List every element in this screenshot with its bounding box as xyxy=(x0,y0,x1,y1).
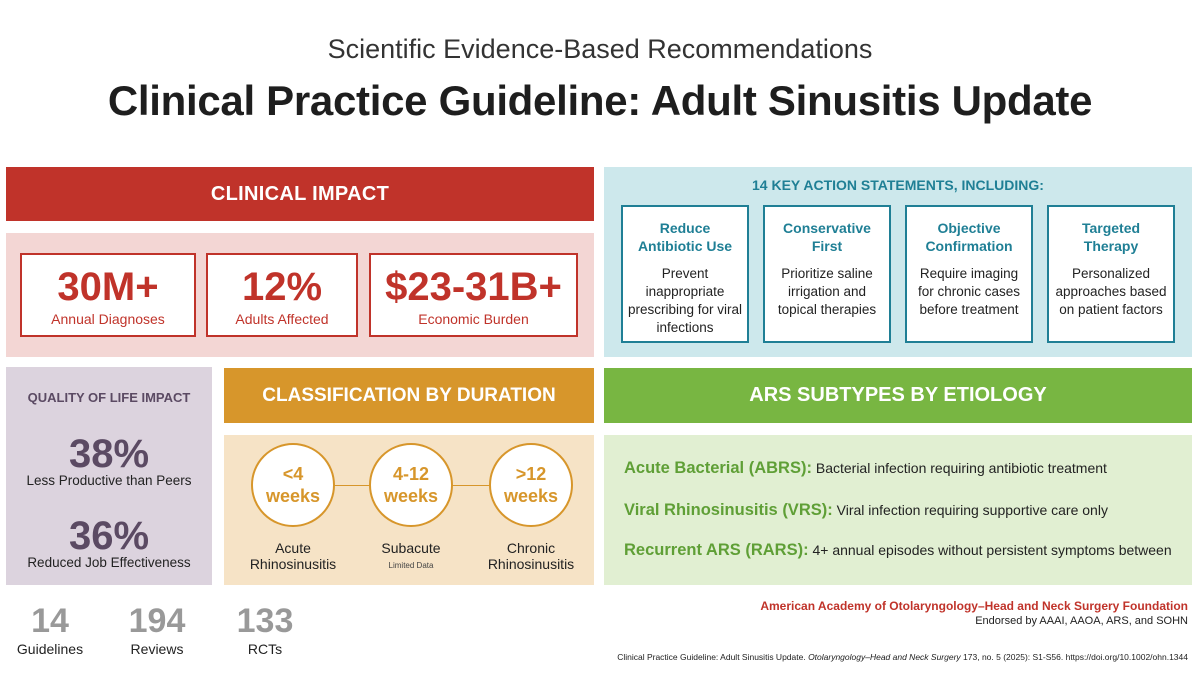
action-card-description: Prioritize saline irrigation and topical therapies xyxy=(777,266,877,317)
limited-data-note: Limited Data xyxy=(388,561,434,570)
stat-adults-affected xyxy=(206,253,358,337)
citation-details: 173, no. 5 (2025): S1-S56. https://doi.org/10.1002/ohn.1344 xyxy=(960,652,1188,662)
action-card-description: Personalized approaches based on patient factors xyxy=(1055,266,1167,317)
action-card-title: Conservative First xyxy=(783,220,871,254)
evidence-count-rcts: 133 xyxy=(236,602,294,640)
ars-item-desc: Bacterial infection requiring antibiotic treatment xyxy=(815,460,1107,476)
ars-item-desc: Viral infection requiring supportive care only xyxy=(836,502,1108,518)
stat-value: $23-31B+ xyxy=(385,265,562,309)
ars-item-abrs xyxy=(624,459,1107,478)
qol-stat-value: 38% xyxy=(68,432,150,476)
duration-range: 4-12 xyxy=(392,464,430,484)
evidence-label-guidelines: Guidelines xyxy=(16,641,84,657)
evidence-label-reviews: Reviews xyxy=(130,641,184,657)
evidence-count-reviews: 194 xyxy=(128,602,186,640)
duration-range: <4 xyxy=(282,464,304,484)
qol-stat-label: Less Productive than Peers xyxy=(26,473,192,488)
stat-value: 12% xyxy=(241,265,323,309)
page-subtitle: Scientific Evidence-Based Recommendations xyxy=(327,34,873,64)
action-card-reduce-antibiotic xyxy=(621,205,749,343)
duration-unit: weeks xyxy=(265,486,321,506)
action-card-conservative-first xyxy=(763,205,891,343)
stage-name-line2: Rhinosinusitis xyxy=(249,556,337,572)
stat-label: Economic Burden xyxy=(418,311,529,327)
action-card-objective-confirmation xyxy=(905,205,1033,343)
ars-subtypes-heading: ARS SUBTYPES BY ETIOLOGY xyxy=(604,368,1192,423)
stage-name-acute xyxy=(233,540,353,572)
stage-name: Acute xyxy=(275,540,311,556)
stage-name-line2: Rhinosinusitis xyxy=(487,556,575,572)
stat-label: Adults Affected xyxy=(235,311,329,327)
action-card-title: Targeted Therapy xyxy=(1081,220,1141,254)
stat-economic-burden xyxy=(369,253,578,337)
citation-journal: Otolaryngology–Head and Neck Surgery xyxy=(808,652,961,662)
citation-title: Clinical Practice Guideline: Adult Sinusitis Update. xyxy=(617,652,809,662)
action-card-targeted-therapy xyxy=(1047,205,1175,343)
duration-circle-subacute xyxy=(369,443,453,527)
evidence-count-guidelines: 14 xyxy=(31,602,69,640)
stage-name: Chronic xyxy=(506,540,556,556)
action-card-description: Require imaging for chronic cases before treatment xyxy=(917,266,1021,317)
ars-item-name: Viral Rhinosinusitis (VRS): xyxy=(624,501,833,519)
clinical-impact-heading: CLINICAL IMPACT xyxy=(6,167,594,221)
qol-stat-value: 36% xyxy=(68,514,150,558)
page-title: Clinical Practice Guideline: Adult Sinusitis Update xyxy=(107,77,1093,124)
duration-range: >12 xyxy=(515,464,547,484)
citation xyxy=(617,652,1188,662)
action-card-title: Objective Confirmation xyxy=(925,220,1013,254)
qol-stat-label: Reduced Job Effectiveness xyxy=(27,555,191,570)
stage-name: Subacute xyxy=(381,540,441,556)
organization-name: American Academy of Otolaryngology–Head and Neck Surgery Foundation xyxy=(760,599,1188,613)
quality-of-life-heading: QUALITY OF LIFE IMPACT xyxy=(27,390,191,405)
clinical-impact-panel xyxy=(6,233,594,357)
stat-annual-diagnoses xyxy=(20,253,196,337)
evidence-label-rcts: RCTs xyxy=(247,641,283,657)
ars-item-vrs xyxy=(624,501,1108,520)
ars-item-desc: 4+ annual episodes without persistent symptoms between xyxy=(812,542,1172,558)
ars-item-name: Recurrent ARS (RARS): xyxy=(624,541,809,559)
duration-circle-chronic xyxy=(489,443,573,527)
stage-name-subacute xyxy=(351,540,471,556)
stat-label: Annual Diagnoses xyxy=(51,311,165,327)
duration-circle-acute xyxy=(251,443,335,527)
duration-unit: weeks xyxy=(503,486,559,506)
endorsement-text: Endorsed by AAAI, AAOA, ARS, and SOHN xyxy=(975,615,1188,627)
ars-item-rars xyxy=(624,541,1172,560)
action-card-title: Reduce Antibiotic Use xyxy=(637,220,733,254)
ars-item-name: Acute Bacterial (ABRS): xyxy=(624,459,812,477)
duration-unit: weeks xyxy=(383,486,439,506)
stat-value: 30M+ xyxy=(57,265,159,309)
action-card-description: Prevent inappropriate prescribing for viral infections xyxy=(627,266,743,335)
key-actions-heading: 14 KEY ACTION STATEMENTS, INCLUDING: xyxy=(752,177,1044,193)
stage-name-chronic xyxy=(471,540,591,572)
classification-heading: CLASSIFICATION BY DURATION xyxy=(224,368,594,423)
